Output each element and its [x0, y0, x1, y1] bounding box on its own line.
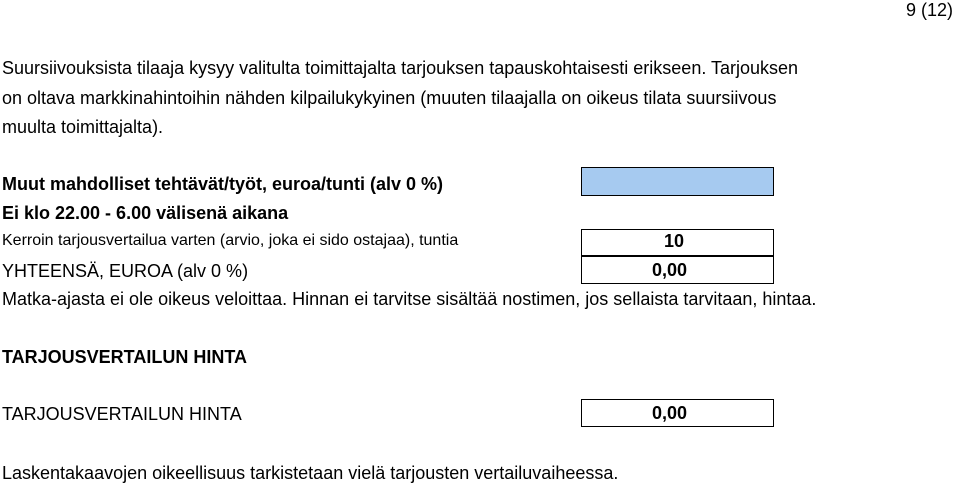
comparison-value: 0,00	[652, 403, 688, 423]
comparison-label: TARJOUSVERTAILUN HINTA	[2, 404, 242, 424]
intro-line-2: on oltava markkinahintoihin nähden kilpailukykyinen (muuten tilaajalla on oikeus tilata suursiivous	[2, 88, 777, 108]
multiplier-label: Kerroin tarjousvertailua varten (arvio, joka ei sido ostajaa), tuntia	[2, 232, 459, 249]
multiplier-value: 10	[664, 231, 685, 251]
total-label: YHTEENSÄ, EUROA (alv 0 %)	[2, 261, 249, 281]
page-number: 9 (12)	[905, 0, 953, 20]
total-value: 0,00	[652, 260, 688, 280]
night-heading: Ei klo 22.00 - 6.00 välisenä aikana	[2, 203, 289, 223]
intro-line-3: muulta toimittajalta).	[2, 117, 164, 137]
comparison-heading: TARJOUSVERTAILUN HINTA	[2, 347, 247, 367]
intro-line-1: Suursiivouksista tilaaja kysyy valitulta toimittajalta tarjouksen tapauskohtaisesti erikseen. Tarjouksen	[2, 58, 799, 78]
hourly-rate-input[interactable]	[581, 167, 774, 196]
footer-note: Laskentakaavojen oikeellisuus tarkistetaan vielä tarjousten vertailuvaiheessa.	[2, 463, 619, 483]
other-tasks-heading: Muut mahdolliset tehtävät/työt, euroa/tunti (alv 0 %)	[2, 174, 444, 194]
travel-note: Matka-ajasta ei ole oikeus veloittaa. Hinnan ei tarvitse sisältää nostimen, jos sellaista tarvitaan, hintaa.	[2, 289, 817, 309]
